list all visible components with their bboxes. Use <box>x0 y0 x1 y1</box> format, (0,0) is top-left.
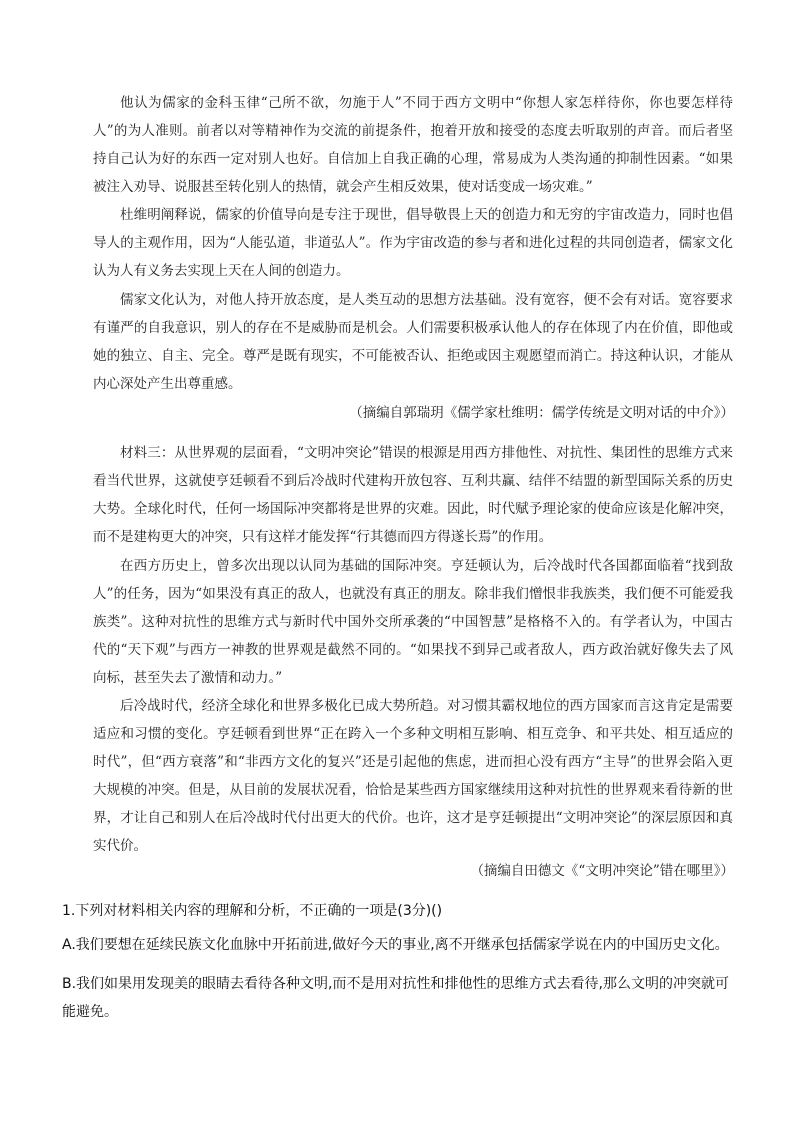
source-citation-1: （摘编自郭瑞玥《儒学家杜维明：儒学传统是文明对话的中介》） <box>349 405 734 421</box>
paragraph-confucian-golden-rule: 他认为儒家的金科玉律“己所不欲，勿施于人”不同于西方文明中“你想人家怎样待你，你也要怎样待人”的为人准则。前者以对等精神作为交流的前提条件，抱着开放和接受的态度去听取别的声音。而后者坚持自己认为好的东西一定对别人也好。自信加上自我正确的心理，常易成为人类沟通的抑制性因素。“如果被注入劝导、说服甚至转化别人的热情，就会产生相反效果，使对话变成一场灾难。” <box>93 95 733 195</box>
source-citation-2: （摘编自田德文《“文明冲突论”错在哪里》） <box>470 863 734 879</box>
question-option-a: A.我们要想在延续民族文化血脉中开拓前进,做好今天的事业,离不开继承包括儒家学说在内的中国历史文化。 <box>62 937 729 953</box>
paragraph-tu-weiming-interpretation: 杜维明阐释说，儒家的价值导向是专注于现世，倡导敬畏上天的创造力和无穷的宇宙改造力，同时也倡导人的主观作用，因为“人能弘道，非道弘人”。作为宇宙改造的参与者和进化过程的共同创造者，儒家文化认为人有义务去实现上天在人间的创造力。 <box>93 207 733 279</box>
paragraph-material-three: 材料三：从世界观的层面看，“文明冲突论”错误的根源是用西方排他性、对抗性、集团性的思维方式来看当代世界，这就使亨廷顿看不到后冷战时代建构开放包容、互利共赢、结伴不结盟的新型国际关系的历史大势。全球化时代，任何一场国际冲突都将是世界的灾难。因此，时代赋予理论家的使命应该是化解冲突，而不是建构更大的冲突，只有这样才能发挥“行其德而四方得遂长焉”的作用。 <box>93 445 733 545</box>
paragraph-post-cold-war: 后冷战时代，经济全球化和世界多极化已成大势所趋。对习惯其霸权地位的西方国家而言这肯定是需要适应和习惯的变化。亨廷顿看到世界“正在跨入一个多种文明相互影响、相互竞争、和平共处、相互适应的时代”，但“西方衰落”和“非西方文化的复兴”还是引起他的焦虑，进而担心没有西方“主导”的世界会陷入更大规模的冲突。但是，从目前的发展状况看，恰恰是某些西方国家继续用这种对抗性的世界观来看待新的世界，才让自己和别人在后冷战时代付出更大的代价。也许，这才是亨廷顿提出“文明冲突论”的深层原因和真实代价。 <box>93 698 733 854</box>
paragraph-western-history: 在西方历史上，曾多次出现以认同为基础的国际冲突。亨廷顿认为，后冷战时代各国都面临着“找到敌人”的任务，因为“如果没有真正的敌人，也就没有真正的朋友。除非我们憎恨非我族类，我们便不可能爱我族类”。这种对抗性的思维方式与新时代中国外交所承袭的“中国智慧”是格格不入的。有学者认为，中国古代的“天下观”与西方一神教的世界观是截然不同的。“如果找不到异己或者敌人，西方政治就好像失去了风向标，甚至失去了激情和动力。” <box>93 558 733 686</box>
paragraph-tolerance: 儒家文化认为，对他人持开放态度，是人类互动的思想方法基础。没有宽容，便不会有对话。宽容要求有谨严的自我意识，别人的存在不是威胁而是机会。人们需要积极承认他人的存在体现了内在价值，即他或她的独立、自主、完全。尊严是既有现实，不可能被否认、拒绝或因主观愿望而消亡。持这种认识，才能从内心深处产生出尊重感。 <box>93 292 733 392</box>
question-stem: 1.下列对材料相关内容的理解和分析，不正确的一项是(3分)() <box>62 903 443 919</box>
question-option-b: B.我们如果用发现美的眼睛去看待各种文明,而不是用对抗性和排他性的思维方式去看待,那么文明的冲突就可能避免。 <box>62 976 729 1020</box>
